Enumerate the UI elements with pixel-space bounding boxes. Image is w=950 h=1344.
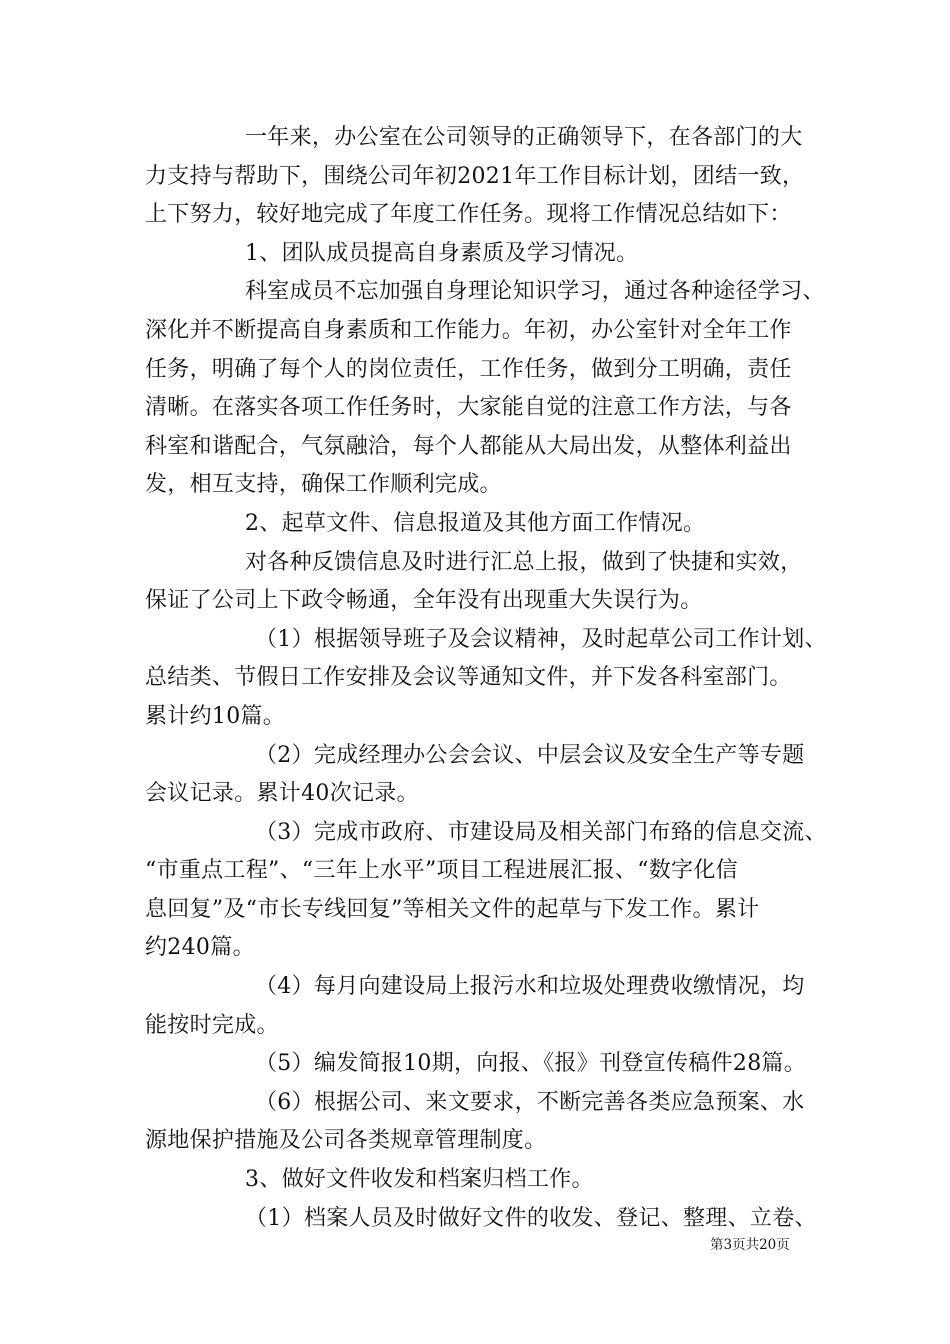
- text-line: 力支持与帮助下，围绕公司年初2021年工作目标计划，团结一致，: [145, 163, 805, 189]
- text-line: 一年来，办公室在公司领导的正确领导下，在各部门的大: [245, 125, 803, 150]
- text-line: 息回复”及“市长专线回复”等相关文件的起草与下发工作。累计: [145, 896, 760, 922]
- text-line: 发，相互支持，确保工作顺利完成。: [145, 472, 502, 498]
- text-line: 科室和谐配合，气氛融洽，每个人都能从大局出发，从整体利益出: [145, 433, 792, 459]
- text-line: 3、做好文件收发和档案归档工作。: [245, 1167, 594, 1193]
- text-line: 会议记录。累计40次记录。: [145, 781, 419, 807]
- text-line: （1）根据领导班子及会议精神，及时起草公司工作计划、: [255, 626, 827, 652]
- text-line: 对各种反馈信息及时进行汇总上报，做到了快捷和实效，: [245, 549, 803, 575]
- text-line: “市重点工程”、“三年上水平”项目工程进展汇报、“数字化信: [145, 858, 738, 884]
- text-line: 清晰。在落实各项工作任务时，大家能自觉的注意工作方法，与各: [145, 395, 792, 421]
- text-line: 保证了公司上下政令畅通，全年没有出现重大失误行为。: [145, 588, 703, 614]
- text-line: 总结类、节假日工作安排及会议等通知文件，并下发各科室部门。: [145, 665, 792, 691]
- text-line: （1）档案人员及时做好文件的收发、登记、整理、立卷、: [245, 1205, 817, 1231]
- text-line: （2）完成经理办公会会议、中层会议及安全生产等专题: [255, 742, 805, 768]
- text-line: 任务，明确了每个人的岗位责任，工作任务，做到分工明确，责任: [145, 356, 792, 382]
- text-line: （5）编发简报10期，向报、《报》刊登宣传稿件28篇。: [255, 1051, 807, 1077]
- text-line: 1、团队成员提高自身素质及学习情况。: [245, 240, 639, 266]
- text-line: 约240篇。: [145, 935, 255, 961]
- page-number: 第3页共20页: [710, 1237, 790, 1253]
- text-line: 科室成员不忘加强自身理论知识学习，通过各种途径学习、: [245, 279, 825, 305]
- text-line: 上下努力，较好地完成了年度工作任务。现将工作情况总结如下：: [145, 202, 792, 228]
- text-line: （4）每月向建设局上报污水和垃圾处理费收缴情况，均: [255, 974, 805, 1000]
- text-line: 2、起草文件、信息报道及其他方面工作情况。: [245, 510, 706, 536]
- text-line: 源地保护措施及公司各类规章管理制度。: [145, 1128, 547, 1154]
- text-line: （3）完成市政府、市建设局及相关部门布臵的信息交流、: [255, 819, 827, 845]
- text-line: （6）根据公司、来文要求，不断完善各类应急预案、水: [255, 1089, 805, 1115]
- text-line: 累计约10篇。: [145, 703, 286, 729]
- document-body: [145, 119, 827, 1238]
- text-line: 能按时完成。: [145, 1012, 279, 1038]
- text-line: 深化并不断提高自身素质和工作能力。年初，办公室针对全年工作: [145, 317, 792, 343]
